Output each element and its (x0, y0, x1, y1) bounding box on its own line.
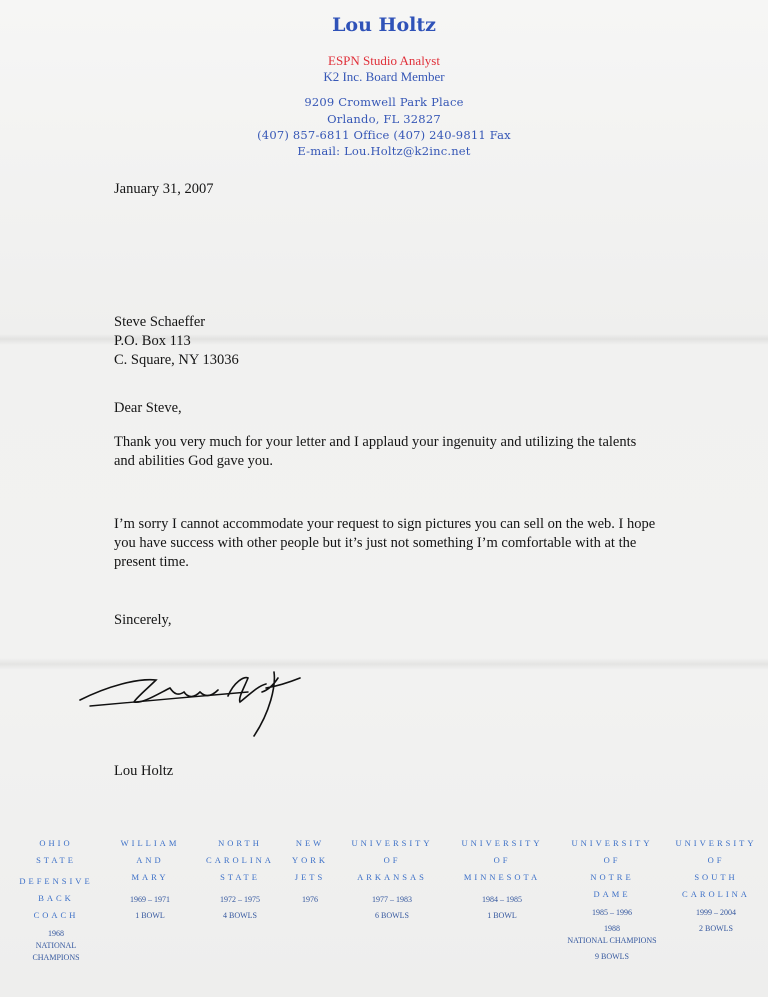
career-line: MARY (131, 872, 169, 882)
career-note: 1988 (604, 924, 620, 933)
career-line: YORK (291, 855, 329, 865)
signer-name: Lou Holtz (114, 763, 174, 779)
recipient-po-box: P.O. Box 113 (114, 333, 191, 349)
career-arkansas (340, 835, 444, 922)
career-note: CHAMPIONS (32, 953, 80, 962)
career-years: 1985 – 1996 (592, 908, 632, 917)
letterhead-board: K2 Inc. Board Member (323, 69, 445, 84)
paragraph-1: Thank you very much for your letter and I applaud your ingenuity and utilizing the talents and abilities God gave you. (114, 434, 637, 469)
career-line: STATE (220, 872, 260, 882)
paragraph-2: I’m sorry I cannot accommodate your request to sign pictures you can sell on the web. I hope you have success with other people but it’s just not something I’m comfortable with at the present time. (114, 516, 656, 570)
recipient-address (114, 313, 239, 370)
letterhead-phone: (407) 857-6811 Office (407) 240-9811 Fax (257, 128, 511, 142)
career-years: 1984 – 1985 (482, 895, 522, 904)
career-years: 1976 (302, 895, 318, 904)
letterhead-address-line1: 9209 Cromwell Park Place (304, 95, 464, 109)
career-line: OF (603, 855, 621, 865)
career-line: BACK (38, 893, 74, 903)
career-line: SOUTH (694, 872, 738, 882)
letterhead-title: ESPN Studio Analyst (328, 53, 440, 68)
career-ohio-state (6, 835, 106, 964)
career-note: 9 BOWLS (595, 952, 629, 961)
career-line: JETS (294, 872, 326, 882)
recipient-city: C. Square, NY 13036 (114, 352, 239, 368)
career-line: OF (383, 855, 401, 865)
career-note: NATIONAL CHAMPIONS (567, 936, 657, 945)
letterhead-address-line2: Orlando, FL 32827 (327, 112, 441, 126)
career-note: 1 BOWL (487, 911, 517, 920)
handwritten-signature (78, 662, 308, 740)
career-line: UNIVERSITY (351, 838, 433, 848)
career-years: 1972 – 1975 (220, 895, 260, 904)
career-nc-state (192, 835, 288, 922)
recipient-name: Steve Schaeffer (114, 314, 206, 330)
career-william-and-mary (108, 835, 192, 922)
career-line: CAROLINA (682, 889, 750, 899)
career-line: WILLIAM (120, 838, 180, 848)
career-line: COACH (33, 910, 79, 920)
career-note: 4 BOWLS (223, 911, 257, 920)
career-note: NATIONAL (35, 941, 77, 950)
career-line: CAROLINA (206, 855, 274, 865)
career-line: DAME (593, 889, 631, 899)
career-line: OHIO (39, 838, 73, 848)
career-line: NEW (295, 838, 325, 848)
letterhead-name: Lou Holtz (332, 14, 436, 36)
career-line: AND (136, 855, 164, 865)
career-years: 1977 – 1983 (372, 895, 412, 904)
career-line: OF (707, 855, 725, 865)
career-line: UNIVERSITY (461, 838, 543, 848)
career-line: OF (493, 855, 511, 865)
career-line: STATE (36, 855, 76, 865)
career-ny-jets (284, 835, 336, 906)
career-south-carolina (666, 835, 766, 935)
career-note: 1968 (48, 929, 64, 938)
career-minnesota (450, 835, 554, 922)
career-note: 1 BOWL (135, 911, 165, 920)
career-line: UNIVERSITY (571, 838, 653, 848)
career-note: 6 BOWLS (375, 911, 409, 920)
career-line: ARKANSAS (357, 872, 427, 882)
career-line: DEFENSIVE (19, 876, 93, 886)
letterhead-email: E-mail: Lou.Holtz@k2inc.net (297, 144, 471, 158)
career-years: 1969 – 1971 (130, 895, 170, 904)
career-line: NORTH (218, 838, 262, 848)
career-line: NOTRE (590, 872, 634, 882)
career-years: 1999 – 2004 (696, 908, 736, 917)
career-note: 2 BOWLS (699, 924, 733, 933)
career-notre-dame (560, 835, 664, 963)
closing: Sincerely, (114, 612, 172, 628)
career-line: UNIVERSITY (675, 838, 757, 848)
salutation: Dear Steve, (114, 400, 182, 416)
career-line: MINNESOTA (463, 872, 541, 882)
letter-date: January 31, 2007 (114, 181, 214, 197)
